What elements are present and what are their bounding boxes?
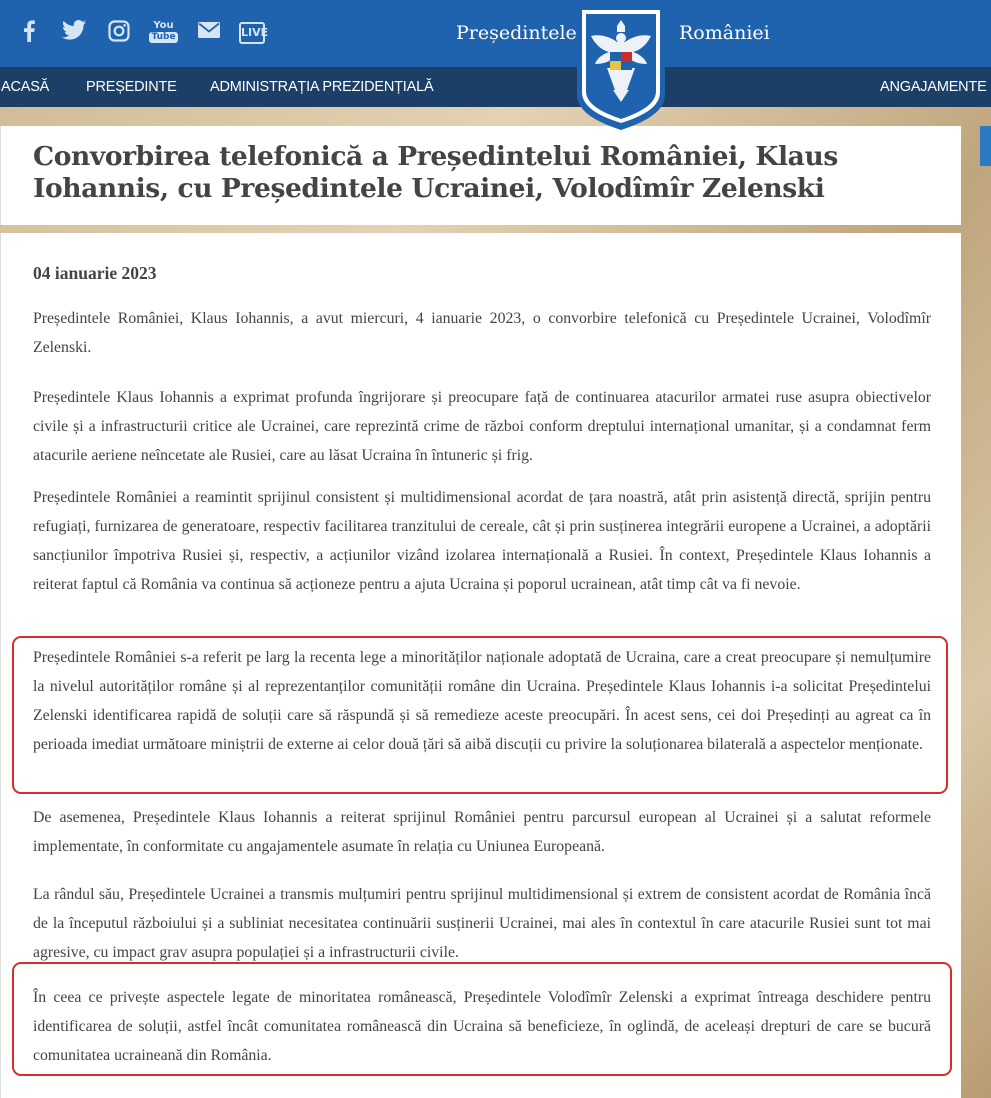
twitter-icon[interactable] (51, 20, 96, 46)
site-title-right: României (679, 22, 770, 44)
side-accent (980, 126, 991, 166)
highlight-box (12, 636, 948, 794)
highlight-box (12, 962, 952, 1076)
main-navigation (0, 67, 991, 107)
top-bar (0, 0, 991, 67)
instagram-icon[interactable] (96, 20, 141, 46)
youtube-icon[interactable] (141, 20, 186, 46)
facebook-icon[interactable] (6, 20, 51, 46)
paragraph-7: În ceea ce privește aspectele legate de minoritatea românească, Președintele Volodîmîr Zelenski a exprimat întreaga deschidere pentru identificarea de soluții, astfel încât comunitatea românească din Ucraina să beneficieze, în oglindă, de aceleași drepturi de care se bucură comunitatea ucraineană din România. (33, 989, 931, 1064)
paragraph-1: Președintele României, Klaus Iohannis, a avut miercuri, 4 ianuarie 2023, o convorbire telefonică cu Președintele Ucrainei, Volodîmîr Zelenski. (33, 310, 931, 356)
article-title: Convorbirea telefonică a Președintelui României, Klaus Iohannis, cu Președintele Ucrainei, Volodîmîr Zelenski (33, 141, 838, 204)
live-icon[interactable]: LIVE (239, 22, 265, 44)
site-title-left: Președintele (456, 22, 577, 44)
paragraph-4: Președintele României s-a referit pe larg la recenta lege a minorităților naționale adoptată de Ucraina, care a creat preocupare și nemulțumire la nivelul autorităților române și al reprezentanților comunității române din Ucraina. Președintele Klaus Iohannis i-a solicitat Președintelui Zelenski identificarea rapidă de soluții care să răspundă și să remedieze aceste preocupări. În acest sens, cei doi Președinți au agreat ca în perioada imediat următoare miniștrii de externe ai celor două țări să aibă discuții cu privire la soluționarea bilaterală a aspectelor menționate. (33, 649, 931, 753)
article-header (0, 126, 961, 225)
nav-president[interactable]: PREȘEDINTE (86, 79, 177, 95)
article-date: 04 ianuarie 2023 (33, 263, 157, 283)
paragraph-5: De asemenea, Președintele Klaus Iohannis a reiterat sprijinul României pentru parcursul european al Ucrainei și a salutat reformele implementate, în conformitate cu angajamentele asumate în relația cu Uniunea Europeană. (33, 809, 931, 855)
coat-of-arms-logo[interactable] (577, 6, 665, 130)
paragraph-2: Președintele Klaus Iohannis a exprimat profunda îngrijorare și preocupare față de continuarea atacurilor armatei ruse asupra obiectivelor civile și a infrastructurii critice ale Ucrainei, care reprezintă crime de război conform dreptului internațional umanitar, și a condamnat ferm atacurile aeriene neîncetate ale Rusiei, care au lăsat Ucraina în întuneric și frig. (33, 389, 931, 464)
nav-commitments[interactable]: ANGAJAMENTE (880, 79, 987, 95)
paragraph-6: La rândul său, Președintele Ucrainei a transmis mulțumiri pentru sprijinul multidimensional și extrem de consistent acordat de România încă de la începutul războiului și a subliniat necesitatea continuării susținerii Ucrainei, mai ales în contextul în care atacurile Rusiei sunt tot mai agresive, cu impact grav asupra populației și a infrastructurii civile. (33, 886, 931, 961)
nav-administration[interactable]: ADMINISTRAȚIA PREZIDENȚIALĂ (210, 79, 434, 95)
nav-home[interactable]: ACASĂ (1, 79, 50, 95)
email-icon[interactable] (186, 20, 231, 46)
social-links (6, 20, 274, 46)
youtube-label-top: You (153, 20, 174, 31)
youtube-label-bottom: Tube (151, 32, 176, 42)
paragraph-3: Președintele României a reamintit sprijinul consistent și multidimensional acordat de țara noastră, atât prin asistență directă, sprijin pentru refugiați, furnizarea de generatoare, respectiv facilitarea tranzitului de cereale, cât și prin susținerea integrării europene a Ucrainei, a adoptării sancțiunilor împotriva Rusiei și, respectiv, a acțiunilor vizând izolarea internațională a Rusiei. În context, Președintele Klaus Iohannis a reiterat faptul că România va continua să acționeze pentru a ajuta Ucraina și poporul ucrainean, atât timp cât va fi nevoie. (33, 489, 931, 593)
